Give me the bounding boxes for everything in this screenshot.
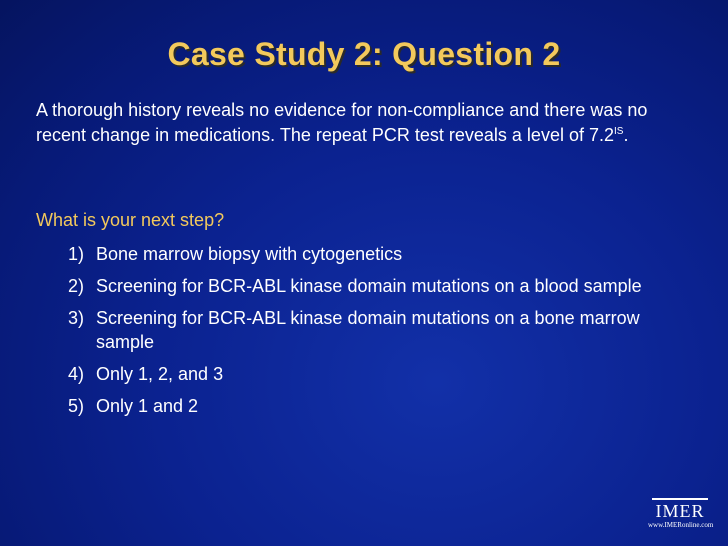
answer-option	[68, 242, 668, 266]
logo-rule	[652, 498, 708, 500]
case-paragraph-text: A thorough history reveals no evidence for non-compliance and there was no recent change in medications. The repeat PCR test reveals a level of 7.2	[36, 100, 648, 145]
option-number: 3)	[68, 308, 85, 328]
option-number: 4)	[68, 364, 85, 384]
superscript-is: IS	[614, 126, 624, 137]
imer-logo	[648, 498, 712, 530]
logo-url: www.IMERonline.com	[648, 521, 714, 529]
option-text: Screening for BCR-ABL kinase domain mutations on a bone marrow sample	[96, 308, 640, 352]
option-number: 5)	[68, 396, 85, 416]
question-prompt: What is your next step?	[36, 210, 225, 230]
option-text: Only 1, 2, and 3	[96, 364, 224, 384]
option-text: Only 1 and 2	[96, 396, 199, 416]
option-text: Screening for BCR-ABL kinase domain mutations on a blood sample	[96, 276, 642, 296]
option-number: 2)	[68, 276, 85, 296]
slide-title: Case Study 2: Question 2	[167, 36, 561, 72]
case-paragraph-end: .	[623, 125, 629, 145]
answer-option	[68, 274, 668, 298]
answer-option	[68, 306, 668, 354]
answer-option	[68, 362, 668, 386]
logo-name: IMER	[655, 501, 705, 521]
option-text: Bone marrow biopsy with cytogenetics	[96, 244, 403, 264]
option-number: 1)	[68, 244, 85, 264]
answer-option	[68, 394, 668, 418]
answer-options	[68, 242, 668, 426]
case-paragraph	[36, 98, 676, 148]
